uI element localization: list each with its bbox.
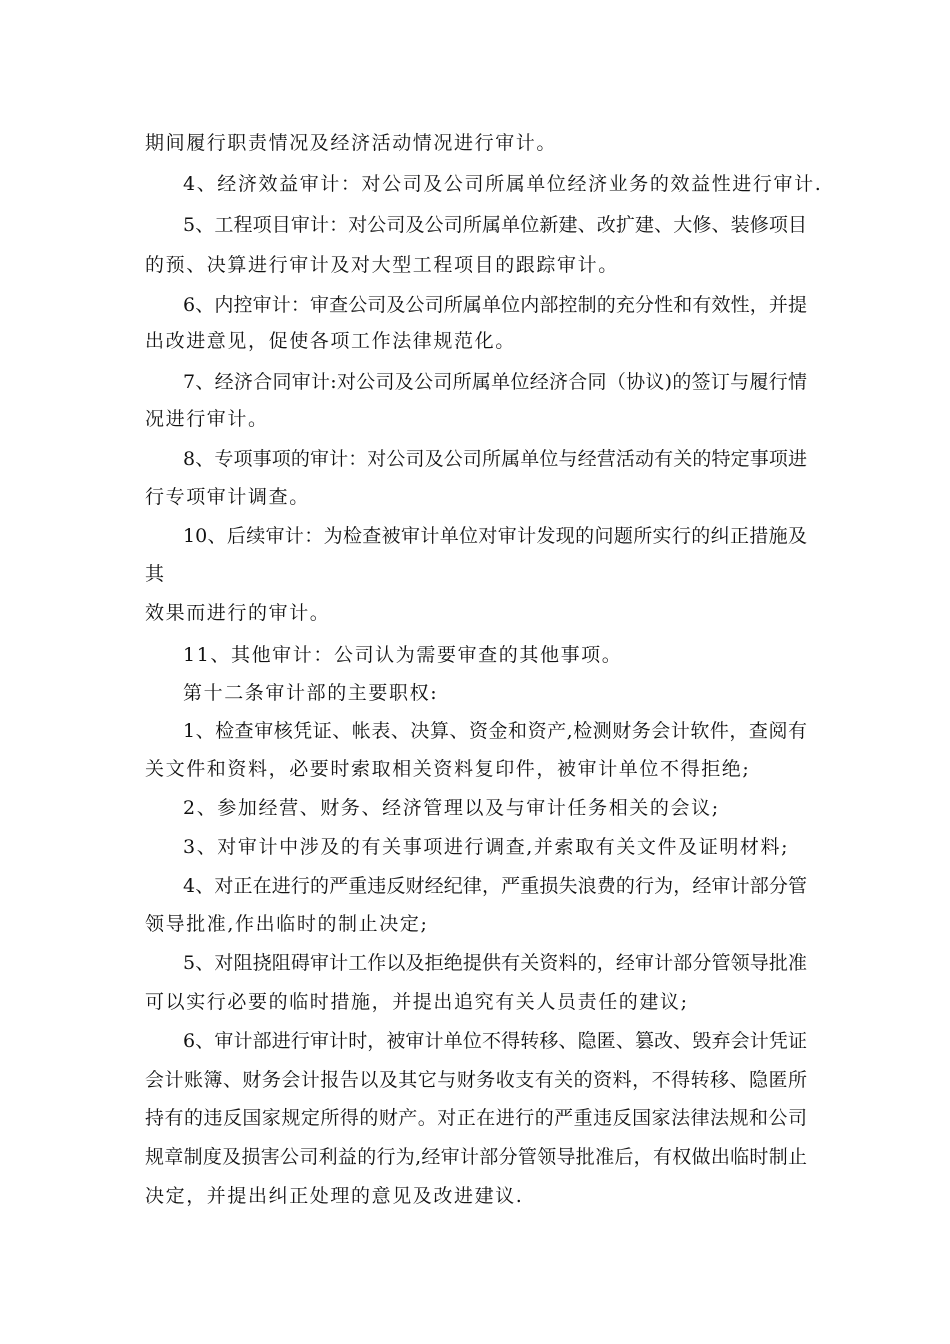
text-line: 决定，并提出纠正处理的意见及改进建议.: [145, 1185, 524, 1207]
text-line: 第十二条审计部的主要职权:: [183, 682, 439, 704]
text-line: 8、专项事项的审计：对公司及公司所属单位与经营活动有关的特定事项进: [183, 448, 807, 470]
text-line: 4、对正在进行的严重违反财经纪律，严重损失浪费的行为，经审计部分管: [183, 875, 807, 897]
text-line: 其: [145, 563, 166, 585]
text-line: 5、工程项目审计：对公司及公司所属单位新建、改扩建、大修、装修项目: [183, 214, 807, 236]
text-line: 的预、决算进行审计及对大型工程项目的跟踪审计。: [145, 254, 619, 276]
text-line: 3、对审计中涉及的有关事项进行调查,并索取有关文件及证明材料;: [183, 836, 790, 858]
text-line: 6、内控审计：审查公司及公司所属单位内部控制的充分性和有效性，并提: [183, 294, 807, 316]
text-line: 6、审计部进行审计时，被审计单位不得转移、隐匿、篡改、毁弃会计凭证: [183, 1030, 807, 1052]
text-line: 效果而进行的审计。: [145, 602, 331, 624]
text-line: 关文件和资料，必要时索取相关资料复印件，被审计单位不得拒绝;: [145, 758, 751, 780]
text-line: 7、经济合同审计:对公司及公司所属单位经济合同（协议)的签订与履行情: [183, 371, 807, 393]
text-line: 2、参加经营、财务、经济管理以及与审计任务相关的会议;: [183, 797, 720, 819]
text-line: 出改进意见，促使各项工作法律规范化。: [145, 330, 516, 352]
text-line: 可以实行必要的临时措施，并提出追究有关人员责任的建议;: [145, 991, 689, 1013]
text-line: 5、对阻挠阻碍审计工作以及拒绝提供有关资料的，经审计部分管领导批准: [183, 952, 807, 974]
text-line: 规章制度及损害公司利益的行为,经审计部分管领导批准后，有权做出临时制止: [145, 1146, 807, 1168]
text-line: 行专项审计调查。: [145, 486, 310, 508]
text-line: 4、经济效益审计：对公司及公司所属单位经济业务的效益性进行审计.: [183, 173, 823, 195]
text-line: 1、检查审核凭证、帐表、决算、资金和资产,检测财务会计软件，查阅有: [183, 720, 807, 742]
text-line: 持有的违反国家规定所得的财产。对正在进行的严重违反国家法律法规和公司: [145, 1107, 807, 1129]
text-line: 会计账簿、财务会计报告以及其它与财务收支有关的资料，不得转移、隐匿所: [145, 1069, 807, 1091]
text-line: 10、后续审计：为检查被审计单位对审计发现的问题所实行的纠正措施及: [183, 525, 807, 547]
text-line: 期间履行职责情况及经济活动情况进行审计。: [145, 132, 558, 154]
text-line: 况进行审计。: [145, 408, 269, 430]
text-line: 领导批准,作出临时的制止决定;: [145, 913, 429, 935]
text-line: 11、其他审计：公司认为需要审查的其他事项。: [183, 644, 623, 666]
